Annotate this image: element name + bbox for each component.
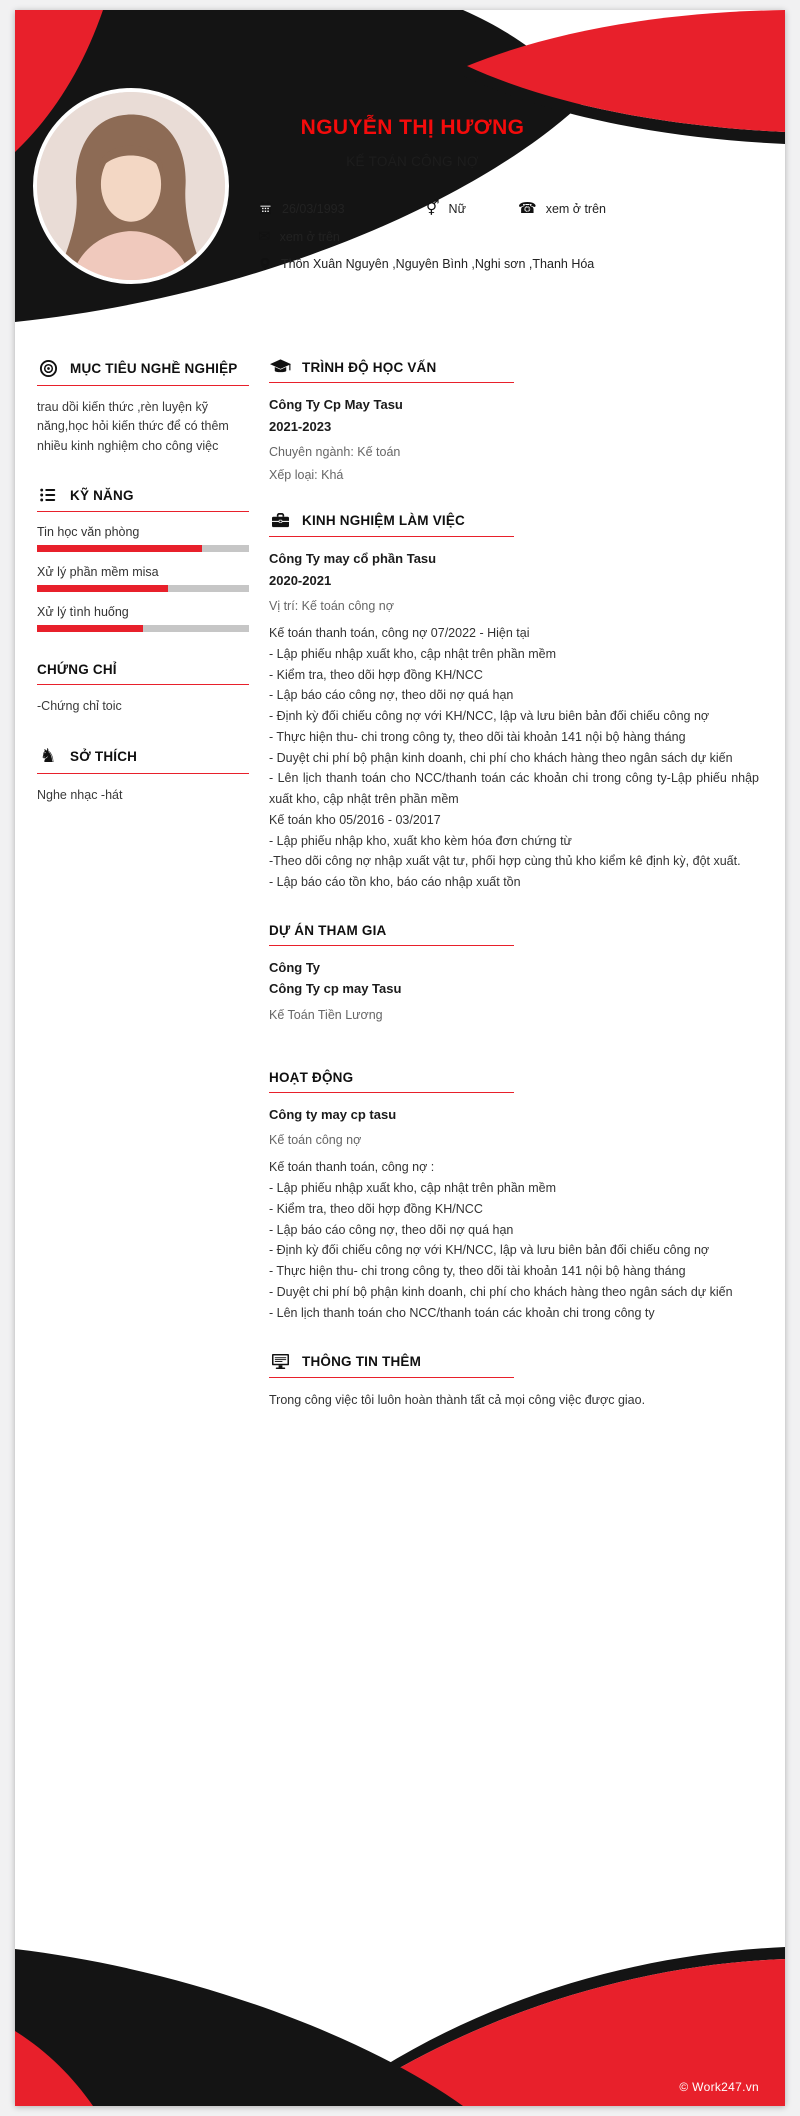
certificates-header bbox=[37, 662, 249, 677]
graduation-cap-icon bbox=[269, 359, 291, 375]
skill-bar-track bbox=[37, 545, 249, 552]
skill-bar-fill bbox=[37, 585, 168, 592]
section-title: SỞ THÍCH bbox=[70, 748, 138, 764]
section-education bbox=[269, 359, 759, 482]
skill-bar-fill bbox=[37, 545, 202, 552]
section-underline bbox=[269, 1377, 514, 1378]
detail-line: - Định kỳ đối chiếu công nợ với KH/NCC, lập và lưu biên bản đối chiếu công nợ bbox=[269, 709, 710, 723]
section-activities bbox=[269, 1070, 759, 1324]
skill-label: Xử lý phần mềm misa bbox=[37, 565, 159, 580]
activities-role: Kế toán công nợ bbox=[269, 1133, 362, 1148]
cv-header bbox=[15, 10, 785, 345]
section-underline bbox=[37, 773, 249, 774]
section-underline bbox=[37, 385, 249, 386]
contact-info bbox=[258, 201, 763, 284]
skill-label: Tin học văn phòng bbox=[37, 525, 140, 540]
skill-label: Xử lý tình huống bbox=[37, 605, 129, 620]
profile-photo bbox=[33, 88, 229, 284]
phone-value: xem ở trên bbox=[545, 201, 606, 216]
phone-item bbox=[518, 201, 606, 216]
briefcase-icon bbox=[269, 512, 291, 529]
more-info-header bbox=[269, 1353, 759, 1370]
location-pin-icon bbox=[258, 257, 272, 271]
skill-item bbox=[37, 605, 249, 632]
info-row-3 bbox=[258, 257, 763, 271]
info-row-1 bbox=[258, 201, 763, 216]
skill-item bbox=[37, 565, 249, 592]
job-title: KẾ TOÁN CÔNG NỢ bbox=[346, 154, 479, 169]
detail-line: - Kiểm tra, theo dõi hợp đồng KH/NCC bbox=[269, 667, 483, 682]
detail-line: - Lập phiếu nhập xuất kho, cập nhật trên phần mềm bbox=[269, 646, 556, 661]
cv-page bbox=[15, 10, 785, 2106]
objective-text: trau dồi kiến thức ,rèn luyện kỹ năng,học hỏi kiến thức để có thêm nhiều kinh nghiệm cho công việc bbox=[37, 400, 229, 453]
skills-header bbox=[37, 486, 249, 504]
section-title: MỤC TIÊU NGHỀ NGHIỆP bbox=[70, 361, 238, 376]
identity-block bbox=[240, 116, 585, 169]
education-grade: Xếp loại: Khá bbox=[269, 468, 344, 482]
hobbies-header bbox=[37, 744, 249, 767]
section-title: KỸ NĂNG bbox=[70, 487, 134, 503]
section-title: THÔNG TIN THÊM bbox=[302, 1354, 422, 1370]
detail-line: Kế toán kho 05/2016 - 03/2017 bbox=[269, 812, 441, 827]
experience-details bbox=[269, 623, 759, 893]
detail-line: - Lập phiếu nhập kho, xuất kho kèm hóa đơn chứng từ bbox=[269, 833, 572, 848]
section-hobbies bbox=[37, 744, 249, 805]
experience-header bbox=[269, 512, 759, 529]
skill-bar-track bbox=[37, 625, 249, 632]
skill-item bbox=[37, 525, 249, 552]
list-icon bbox=[37, 486, 59, 504]
detail-line: - Lên lịch thanh toán cho NCC/thanh toán các khoản chi trong công ty-Lập phiếu nhập xuất kho, cập nhật trên phần mềm bbox=[269, 771, 759, 806]
dob-value: 26/03/1993 bbox=[282, 201, 345, 216]
section-more-info bbox=[269, 1353, 759, 1411]
project-role: Kế Toán Tiền Lương bbox=[269, 1007, 383, 1022]
detail-line: - Thực hiện thu- chi trong công ty, theo dõi tài khoản 141 nội bộ hàng tháng bbox=[269, 1264, 686, 1278]
dob-item bbox=[258, 201, 426, 216]
gender-icon: ⚥ bbox=[426, 199, 440, 217]
detail-line: -Theo dõi công nợ nhập xuất vật tư, phối hợp cùng thủ kho kiểm kê định kỳ, đột xuất. bbox=[269, 854, 741, 869]
more-info-text: Trong công việc tôi luôn hoàn thành tất cả mọi công việc được giao. bbox=[269, 1393, 646, 1408]
gender-value: Nữ bbox=[448, 201, 466, 216]
education-header bbox=[269, 359, 759, 375]
chess-knight-icon: ♞ bbox=[39, 744, 57, 767]
calendar-icon bbox=[258, 201, 273, 216]
projects-header bbox=[269, 923, 759, 938]
right-column bbox=[269, 359, 759, 1441]
section-underline bbox=[269, 1092, 514, 1093]
section-underline bbox=[37, 511, 249, 512]
footer-wave-decoration bbox=[15, 1931, 785, 2106]
experience-period: 2020-2021 bbox=[269, 572, 332, 588]
project-company: Công Ty bbox=[269, 959, 321, 975]
cv-footer bbox=[15, 1931, 785, 2106]
section-skills bbox=[37, 486, 249, 632]
address-item bbox=[258, 257, 594, 271]
section-title: KINH NGHIỆM LÀM VIỆC bbox=[302, 513, 466, 528]
section-underline bbox=[37, 684, 249, 685]
section-projects bbox=[269, 923, 759, 1022]
left-column bbox=[37, 359, 249, 1471]
address-value: Thôn Xuân Nguyên ,Nguyên Bình ,Nghi sơn ,Thanh Hóa bbox=[281, 257, 595, 271]
activities-header bbox=[269, 1070, 759, 1085]
email-item bbox=[258, 229, 340, 244]
education-school: Công Ty Cp May Tasu bbox=[269, 397, 403, 412]
objective-header bbox=[37, 359, 249, 378]
skill-bar-fill bbox=[37, 625, 143, 632]
section-title: DỰ ÁN THAM GIA bbox=[269, 922, 387, 938]
section-underline bbox=[269, 382, 514, 383]
project-name: Công Ty cp may Tasu bbox=[269, 981, 402, 997]
experience-company: Công Ty may cổ phần Tasu bbox=[269, 551, 437, 566]
detail-line: - Kiểm tra, theo dõi hợp đồng KH/NCC bbox=[269, 1201, 483, 1216]
gender-item bbox=[426, 201, 518, 216]
detail-line: - Định kỳ đối chiếu công nợ với KH/NCC, lập và lưu biên bản đối chiếu công nợ bbox=[269, 1243, 710, 1258]
email-value: xem ở trên bbox=[279, 229, 340, 244]
detail-line: - Thực hiện thu- chi trong công ty, theo dõi tài khoản 141 nội bộ hàng tháng bbox=[269, 729, 686, 744]
computer-icon bbox=[269, 1353, 291, 1370]
target-icon bbox=[37, 359, 59, 378]
phone-icon: ☎ bbox=[518, 199, 537, 217]
hobbies-text: Nghe nhạc -hát bbox=[37, 787, 123, 802]
watermark-copyright: © Work247.vn bbox=[679, 2080, 759, 2094]
experience-position: Vị trí: Kế toán công nợ bbox=[269, 599, 394, 613]
detail-line: - Lập báo cáo công nợ, theo dõi nợ quá hạn bbox=[269, 1222, 514, 1237]
candidate-name: NGUYỄN THỊ HƯƠNG bbox=[300, 116, 525, 139]
section-certificates bbox=[37, 662, 249, 716]
detail-line: - Lập phiếu nhập xuất kho, cập nhật trên phần mềm bbox=[269, 1181, 556, 1195]
detail-line: - Duyệt chi phí bộ phận kinh doanh, chi phí cho khách hàng theo ngân sách dự kiến bbox=[269, 1284, 733, 1299]
section-objective bbox=[37, 359, 249, 456]
cv-body bbox=[15, 345, 785, 1471]
email-icon: ✉ bbox=[258, 227, 271, 245]
detail-line: Kế toán thanh toán, công nợ 07/2022 - Hiện tại bbox=[269, 626, 530, 640]
education-major: Chuyên ngành: Kế toán bbox=[269, 445, 401, 459]
education-period: 2021-2023 bbox=[269, 418, 332, 434]
section-experience bbox=[269, 512, 759, 893]
activities-details bbox=[269, 1157, 759, 1323]
detail-line: - Lên lịch thanh toán cho NCC/thanh toán các khoản chi trong công ty bbox=[269, 1305, 655, 1320]
activities-org: Công ty may cp tasu bbox=[269, 1106, 397, 1122]
detail-line: Kế toán thanh toán, công nợ : bbox=[269, 1160, 435, 1175]
detail-line: - Duyệt chi phí bộ phận kinh doanh, chi phí cho khách hàng theo ngân sách dự kiến bbox=[269, 750, 733, 765]
section-title: CHỨNG CHỈ bbox=[37, 662, 117, 678]
section-underline bbox=[269, 536, 514, 537]
section-title: TRÌNH ĐỘ HỌC VẤN bbox=[302, 359, 437, 375]
section-title: HOẠT ĐỘNG bbox=[269, 1069, 354, 1085]
detail-line: - Lập báo cáo công nợ, theo dõi nợ quá hạn bbox=[269, 688, 514, 703]
skill-bar-track bbox=[37, 585, 249, 592]
section-underline bbox=[269, 945, 514, 946]
certificates-text: -Chứng chỉ toic bbox=[37, 699, 122, 714]
detail-line: - Lập báo cáo tồn kho, báo cáo nhập xuất tồn bbox=[269, 875, 521, 889]
info-row-2 bbox=[258, 229, 763, 244]
